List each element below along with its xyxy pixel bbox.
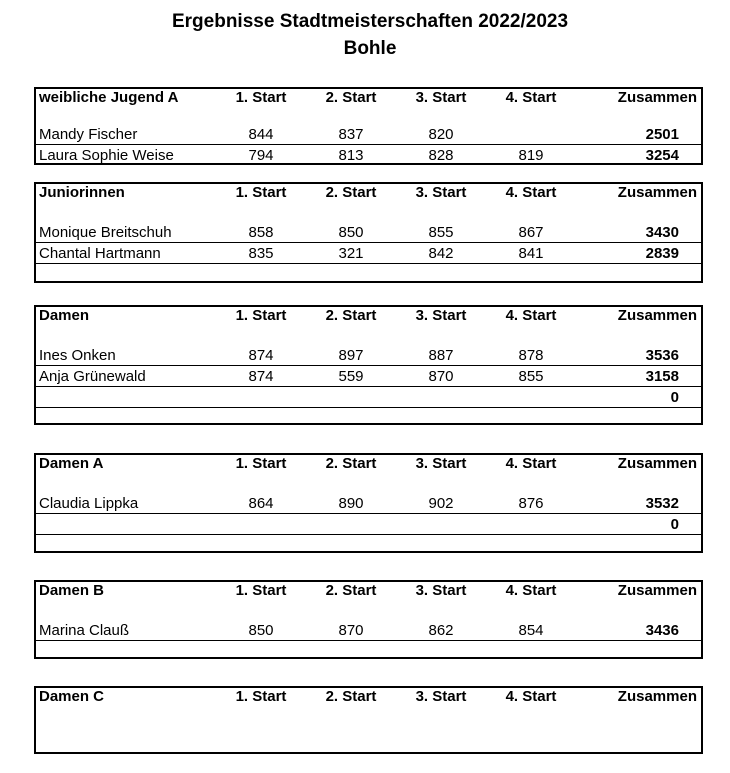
score-start-3: 902 <box>428 495 454 512</box>
column-header-start-2: 2. Start <box>325 455 377 472</box>
score-start-3: 887 <box>428 347 454 364</box>
section-header <box>36 307 701 329</box>
section-header <box>36 89 701 111</box>
score-total: 3532 <box>645 495 679 512</box>
table-row <box>36 620 701 641</box>
section-header <box>36 184 701 206</box>
score-start-3: 862 <box>428 622 454 639</box>
column-header-start-1: 1. Start <box>235 582 287 599</box>
column-header-total: Zusammen <box>617 582 697 599</box>
column-header-total: Zusammen <box>617 688 697 705</box>
section-title: weibliche Jugend A <box>39 89 179 106</box>
column-header-total: Zusammen <box>617 184 697 201</box>
table-row <box>36 242 701 263</box>
score-start-2: 850 <box>338 224 364 241</box>
score-start-1: 874 <box>248 347 274 364</box>
score-total: 3254 <box>645 147 679 164</box>
column-header-start-1: 1. Start <box>235 455 287 472</box>
column-header-start-3: 3. Start <box>415 89 467 106</box>
score-start-2: 837 <box>338 126 364 143</box>
score-total: 2501 <box>645 126 679 143</box>
section-title: Damen <box>39 307 90 324</box>
score-start-1: 844 <box>248 126 274 143</box>
column-header-start-4: 4. Start <box>505 582 557 599</box>
score-total: 0 <box>670 516 679 533</box>
score-start-2: 870 <box>338 622 364 639</box>
score-start-1: 835 <box>248 245 274 262</box>
score-start-2: 321 <box>338 245 364 262</box>
table-row <box>36 144 701 165</box>
column-header-start-4: 4. Start <box>505 455 557 472</box>
score-start-3: 870 <box>428 368 454 385</box>
score-start-2: 813 <box>338 147 364 164</box>
column-header-start-4: 4. Start <box>505 307 557 324</box>
section-header <box>36 688 701 710</box>
section-2 <box>34 305 703 425</box>
score-start-3: 855 <box>428 224 454 241</box>
section-title: Damen B <box>39 582 105 599</box>
section-title: Damen C <box>39 688 105 705</box>
table-row <box>36 345 701 366</box>
section-5 <box>34 686 703 754</box>
score-start-3: 820 <box>428 126 454 143</box>
score-start-1: 864 <box>248 495 274 512</box>
player-name: Ines Onken <box>39 347 116 364</box>
table-row <box>36 222 701 243</box>
player-name: Anja Grünewald <box>39 368 146 385</box>
table-row <box>36 640 701 661</box>
section-header <box>36 455 701 477</box>
score-total: 3430 <box>645 224 679 241</box>
column-header-start-3: 3. Start <box>415 688 467 705</box>
score-start-4: 819 <box>518 147 544 164</box>
score-start-4: 878 <box>518 347 544 364</box>
score-start-4: 867 <box>518 224 544 241</box>
table-row <box>36 263 701 284</box>
score-start-3: 828 <box>428 147 454 164</box>
score-start-4: 855 <box>518 368 544 385</box>
score-total: 3436 <box>645 622 679 639</box>
score-start-1: 850 <box>248 622 274 639</box>
section-title: Damen A <box>39 455 104 472</box>
column-header-total: Zusammen <box>617 89 697 106</box>
column-header-total: Zusammen <box>617 455 697 472</box>
score-total: 2839 <box>645 245 679 262</box>
score-start-1: 874 <box>248 368 274 385</box>
table-row <box>36 124 701 145</box>
column-header-start-2: 2. Start <box>325 582 377 599</box>
page-subtitle: Bohle <box>343 38 397 59</box>
column-header-start-1: 1. Start <box>235 89 287 106</box>
score-start-2: 897 <box>338 347 364 364</box>
player-name: Chantal Hartmann <box>39 245 161 262</box>
section-1 <box>34 182 703 283</box>
score-start-4: 876 <box>518 495 544 512</box>
score-start-2: 890 <box>338 495 364 512</box>
column-header-start-4: 4. Start <box>505 89 557 106</box>
column-header-start-1: 1. Start <box>235 307 287 324</box>
score-start-1: 858 <box>248 224 274 241</box>
player-name: Marina Clauß <box>39 622 130 639</box>
column-header-start-1: 1. Start <box>235 688 287 705</box>
column-header-start-1: 1. Start <box>235 184 287 201</box>
score-start-4: 854 <box>518 622 544 639</box>
column-header-start-3: 3. Start <box>415 455 467 472</box>
section-0 <box>34 87 703 165</box>
score-start-4: 841 <box>518 245 544 262</box>
column-header-start-3: 3. Start <box>415 184 467 201</box>
table-row <box>36 386 701 407</box>
section-header <box>36 582 701 604</box>
table-row <box>36 534 701 555</box>
table-row <box>36 493 701 514</box>
score-start-3: 842 <box>428 245 454 262</box>
player-name: Laura Sophie Weise <box>39 147 174 164</box>
column-header-start-3: 3. Start <box>415 307 467 324</box>
column-header-start-3: 3. Start <box>415 582 467 599</box>
player-name: Claudia Lippka <box>39 495 139 512</box>
score-start-1: 794 <box>248 147 274 164</box>
score-start-2: 559 <box>338 368 364 385</box>
player-name: Mandy Fischer <box>39 126 138 143</box>
column-header-start-4: 4. Start <box>505 184 557 201</box>
table-row <box>36 365 701 386</box>
score-total: 3158 <box>645 368 679 385</box>
section-title: Juniorinnen <box>39 184 125 201</box>
column-header-start-2: 2. Start <box>325 89 377 106</box>
table-row <box>36 407 701 428</box>
section-3 <box>34 453 703 553</box>
column-header-start-2: 2. Start <box>325 307 377 324</box>
column-header-start-2: 2. Start <box>325 184 377 201</box>
column-header-start-2: 2. Start <box>325 688 377 705</box>
table-row <box>36 513 701 534</box>
column-header-total: Zusammen <box>617 307 697 324</box>
player-name: Monique Breitschuh <box>39 224 172 241</box>
page-title: Ergebnisse Stadtmeisterschaften 2022/2023 <box>171 11 569 32</box>
section-4 <box>34 580 703 659</box>
score-total: 0 <box>670 389 679 406</box>
column-header-start-4: 4. Start <box>505 688 557 705</box>
score-total: 3536 <box>645 347 679 364</box>
